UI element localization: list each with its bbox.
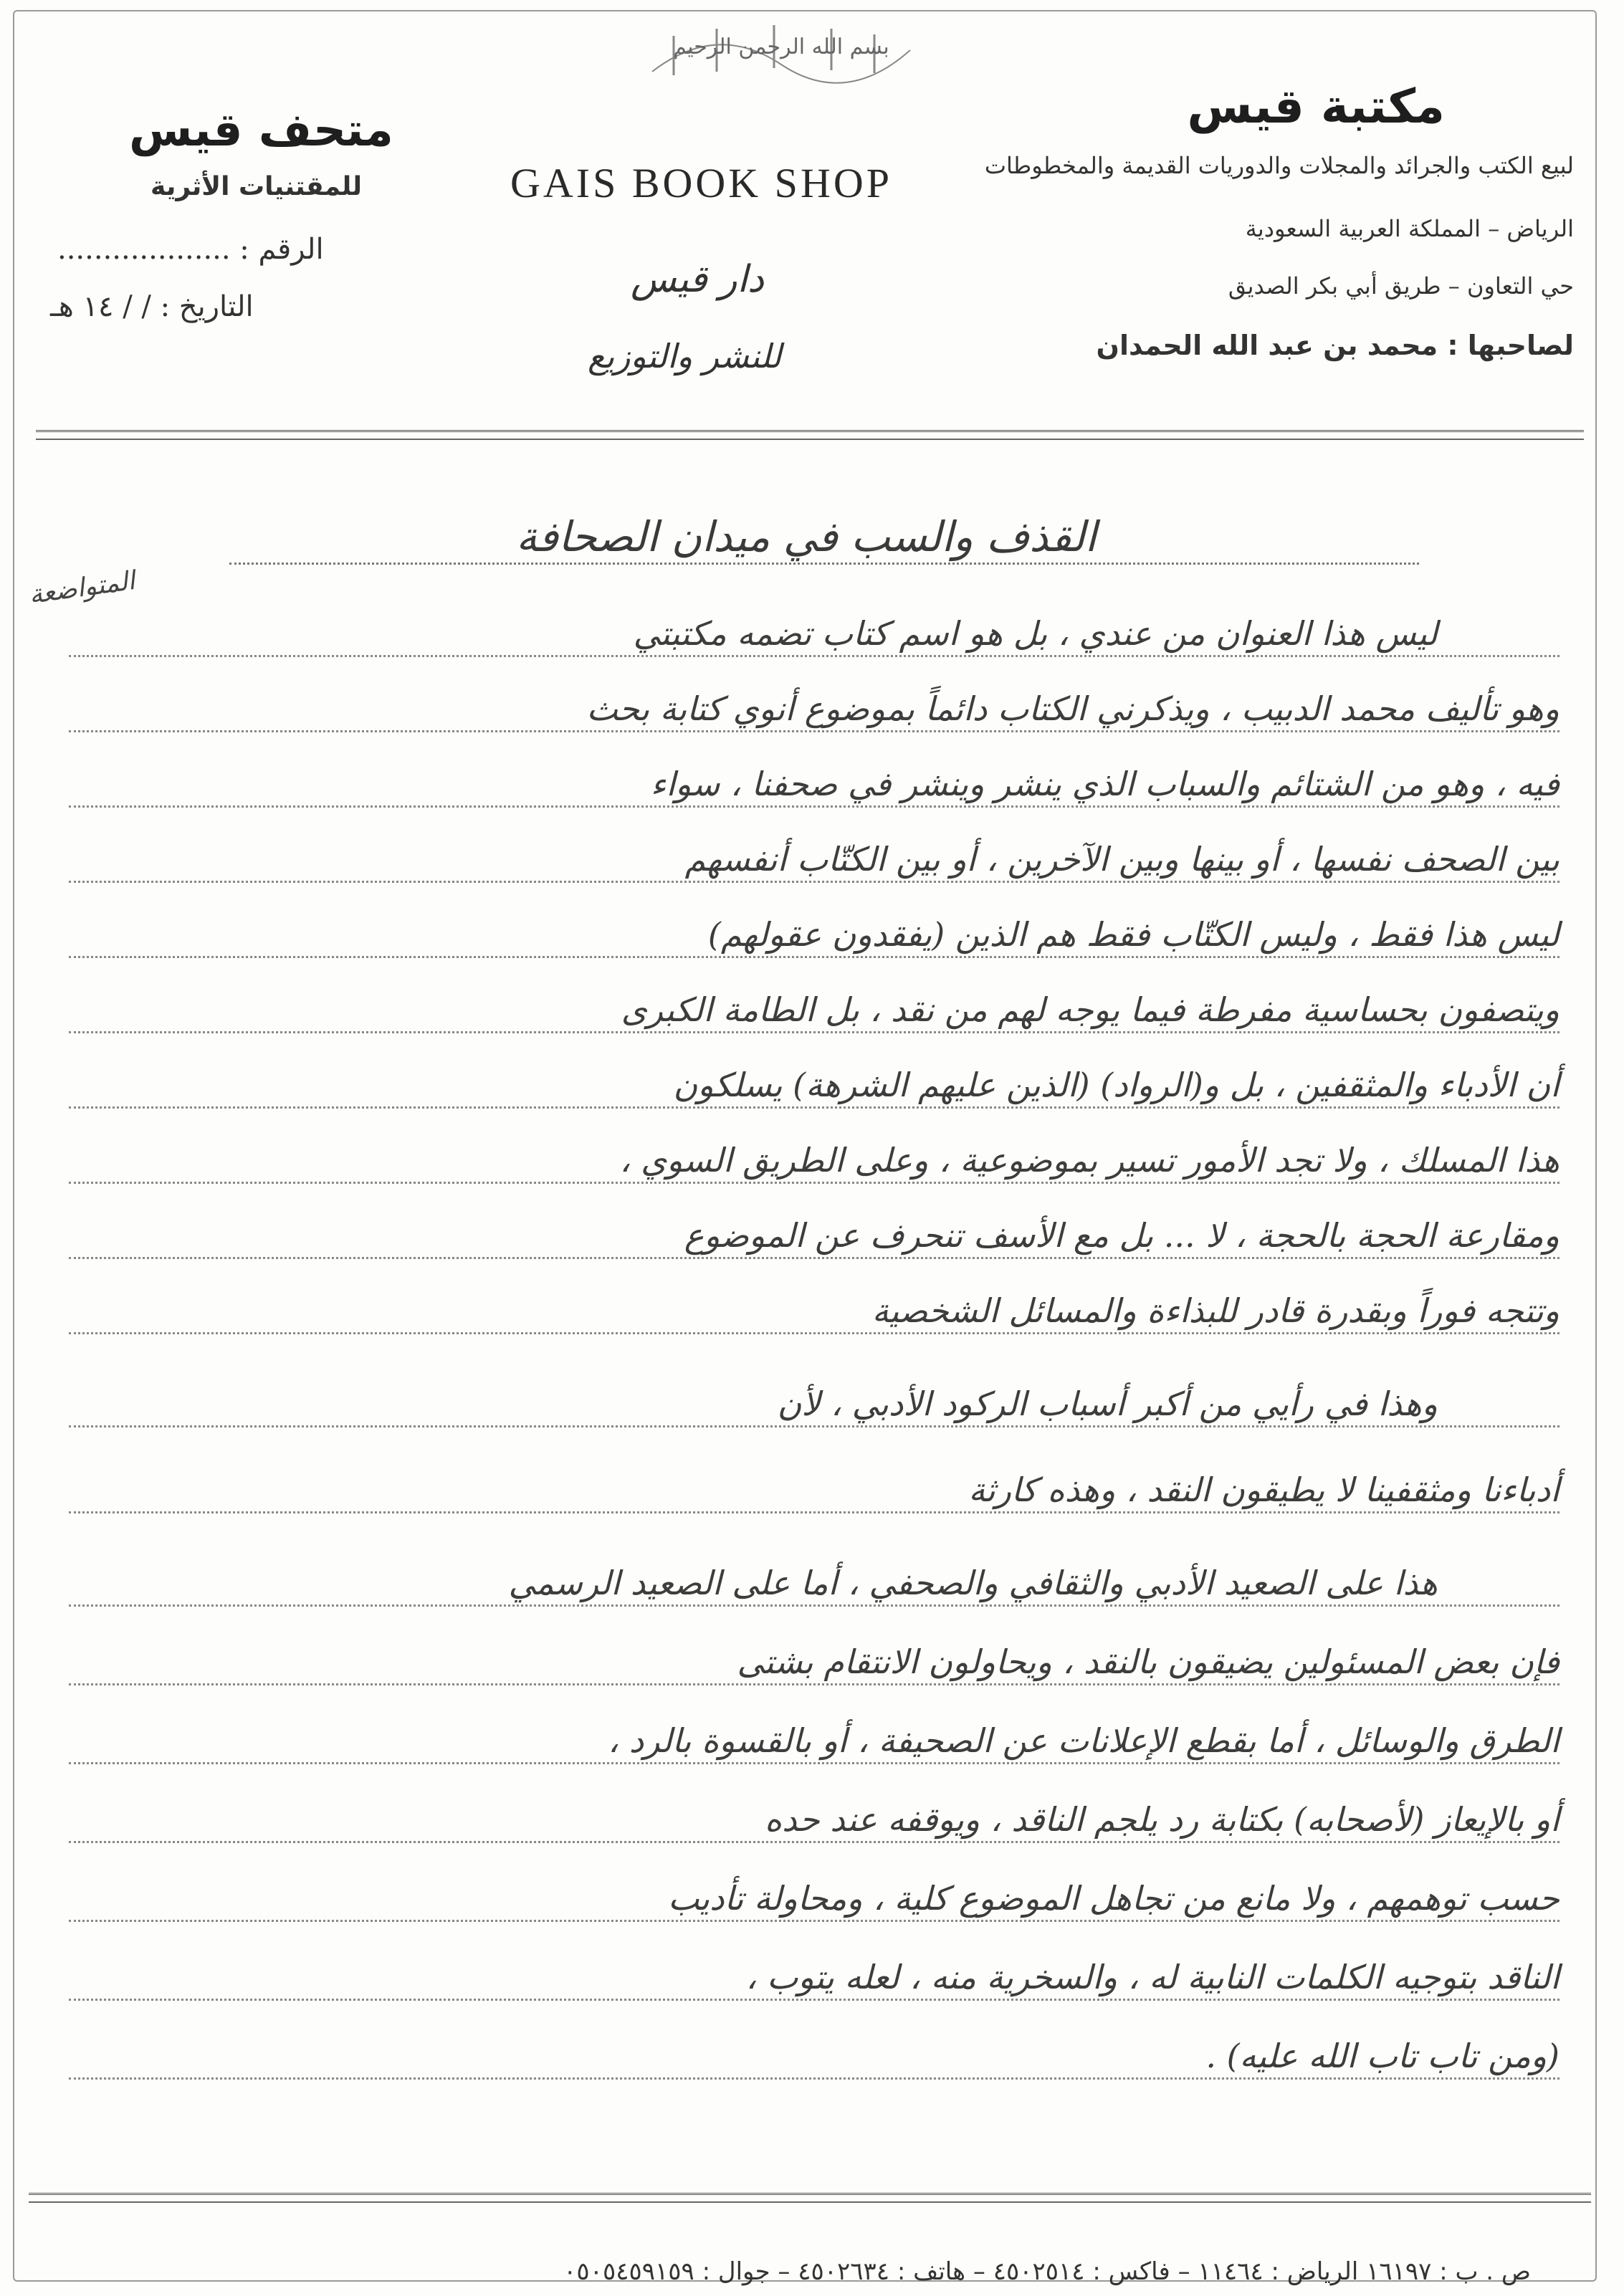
- letter-line: [69, 1200, 1559, 1265]
- letter-line-text: الناقد بتوجيه الكلمات النابية له ، والسخرية منه ، لعله يتوب ،: [745, 1958, 1559, 1996]
- letter-line-text: حسب توهمهم ، ولا مانع من تجاهل الموضوع كلية ، ومحاولة تأديب: [668, 1879, 1559, 1918]
- letter-line-text: (ومن تاب تاب الله عليه) .: [1205, 2037, 1559, 2075]
- letter-line-text: هذا على الصعيد الأدبي والثقافي والصحفي ، أما على الصعيد الرسمي: [508, 1564, 1438, 1602]
- letter-line: [69, 975, 1559, 1039]
- letter-line: [69, 1863, 1559, 1928]
- letter-line: [69, 1942, 1559, 2006]
- letter-line-text: ومقارعة الحجة بالحجة ، لا ... بل مع الأسف تنحرف عن الموضوع: [684, 1216, 1559, 1255]
- letter-line: [69, 1050, 1559, 1114]
- letter-line: [69, 1706, 1559, 1770]
- letter-line: [69, 674, 1559, 738]
- letter-line-text: ليس هذا العنوان من عندي ، بل هو اسم كتاب تضمه مكتبتي: [633, 614, 1438, 653]
- letter-line: [69, 1276, 1559, 1340]
- letter-line: [69, 598, 1559, 663]
- letter-line-text: بين الصحف نفسها ، أو بينها وبين الآخرين ، أو بين الكتّاب أنفسهم: [684, 840, 1559, 879]
- footer-contact: ص . ب : ١٦١٩٧ الرياض : ١١٤٦٤ – فاكس : ٤٥٠٢٥١٤ – هاتف : ٤٥٠٢٦٣٤ – جوال : ٠٥٠٥٤٥٩١٥٩: [563, 2257, 1531, 2286]
- letter-line-text: ويتصفون بحساسية مفرطة فيما يوجه لهم من نقد ، بل الطامة الكبرى: [621, 990, 1559, 1029]
- letter-line: [69, 1369, 1559, 1433]
- letter-line-text: أن الأدباء والمثقفين ، بل و(الرواد) (الذين عليهم الشرهة) يسلكون: [673, 1066, 1559, 1104]
- stamp-subtitle: للنشر والتوزيع: [588, 337, 782, 376]
- shop-address: حي التعاون – طريق أبي بكر الصديق: [1228, 272, 1574, 300]
- shop-name-english: GAIS BOOK SHOP: [510, 160, 892, 206]
- letter-line-text: أو بالإيعاز (لأصحابه) بكتابة رد يلجم الناقد ، ويوقفه عند حده: [765, 1800, 1559, 1839]
- shop-tagline: لبيع الكتب والجرائد والمجلات والدوريات القديمة والمخطوطات: [984, 152, 1574, 179]
- footer-divider-inner: [29, 2201, 1591, 2203]
- letter-line: [69, 1455, 1559, 1519]
- letter-line-text: فيه ، وهو من الشتائم والسباب الذي ينشر وينشر في صحفنا ، سواء: [650, 765, 1559, 803]
- date-field: التاريخ : / / ١٤ هـ: [50, 290, 254, 323]
- letter-line: [69, 1784, 1559, 1849]
- footer-divider: [29, 2193, 1591, 2195]
- header-divider: [36, 430, 1584, 432]
- letter-title: القذف والسب في ميدان الصحافة: [516, 512, 1097, 561]
- basmala-calligraphy: [631, 7, 932, 86]
- letter-line: [69, 2021, 1559, 2085]
- letter-line-text: ليس هذا فقط ، وليس الكتّاب فقط هم الذين (يفقدون عقولهم): [707, 915, 1559, 954]
- letter-line: [69, 1548, 1559, 1612]
- letter-line: [69, 899, 1559, 964]
- title-dotted-line: [229, 563, 1419, 565]
- letter-line: [69, 1125, 1559, 1190]
- shop-location: الرياض – المملكة العربية السعودية: [1245, 215, 1574, 242]
- letter-line-text: أدباءنا ومثقفينا لا يطيقون النقد ، وهذه كارثة: [968, 1470, 1559, 1509]
- letter-line-text: هذا المسلك ، ولا تجد الأمور تسير بموضوعية ، وعلى الطريق السوي ،: [619, 1141, 1559, 1180]
- museum-name: متحف قيس: [129, 104, 393, 157]
- letter-line-text: وتتجه فوراً وبقدرة قادر للبذاءة والمسائل الشخصية: [871, 1291, 1559, 1330]
- number-field: الرقم : ...................: [57, 233, 324, 266]
- shop-owner: لصاحبها : محمد بن عبد الله الحمدان: [1096, 330, 1574, 361]
- letter-line-text: الطرق والوسائل ، أما بقطع الإعلانات عن الصحيفة ، أو بالقسوة بالرد ،: [608, 1721, 1559, 1760]
- header-divider-inner: [36, 439, 1584, 440]
- letter-line: [69, 824, 1559, 889]
- margin-note: المتواضعة: [27, 565, 137, 611]
- shop-name-arabic: مكتبة قيس: [1187, 79, 1445, 134]
- stamp-name: دار قيس: [631, 258, 765, 301]
- museum-subtitle: للمقتنيات الأثرية: [151, 172, 362, 201]
- basmala-text: بسم الله الرحمن الرحيم: [673, 34, 889, 59]
- letter-line: [69, 749, 1559, 813]
- letter-line-text: وهو تأليف محمد الدبيب ، ويذكرني الكتاب دائماً بموضوع أنوي كتابة بحث: [586, 689, 1559, 728]
- letter-line: [69, 1627, 1559, 1691]
- letter-line-text: وهذا في رأيي من أكبر أسباب الركود الأدبي ، لأن: [777, 1384, 1438, 1423]
- letter-line-text: فإن بعض المسئولين يضيقون بالنقد ، ويحاولون الانتقام بشتى: [737, 1642, 1559, 1681]
